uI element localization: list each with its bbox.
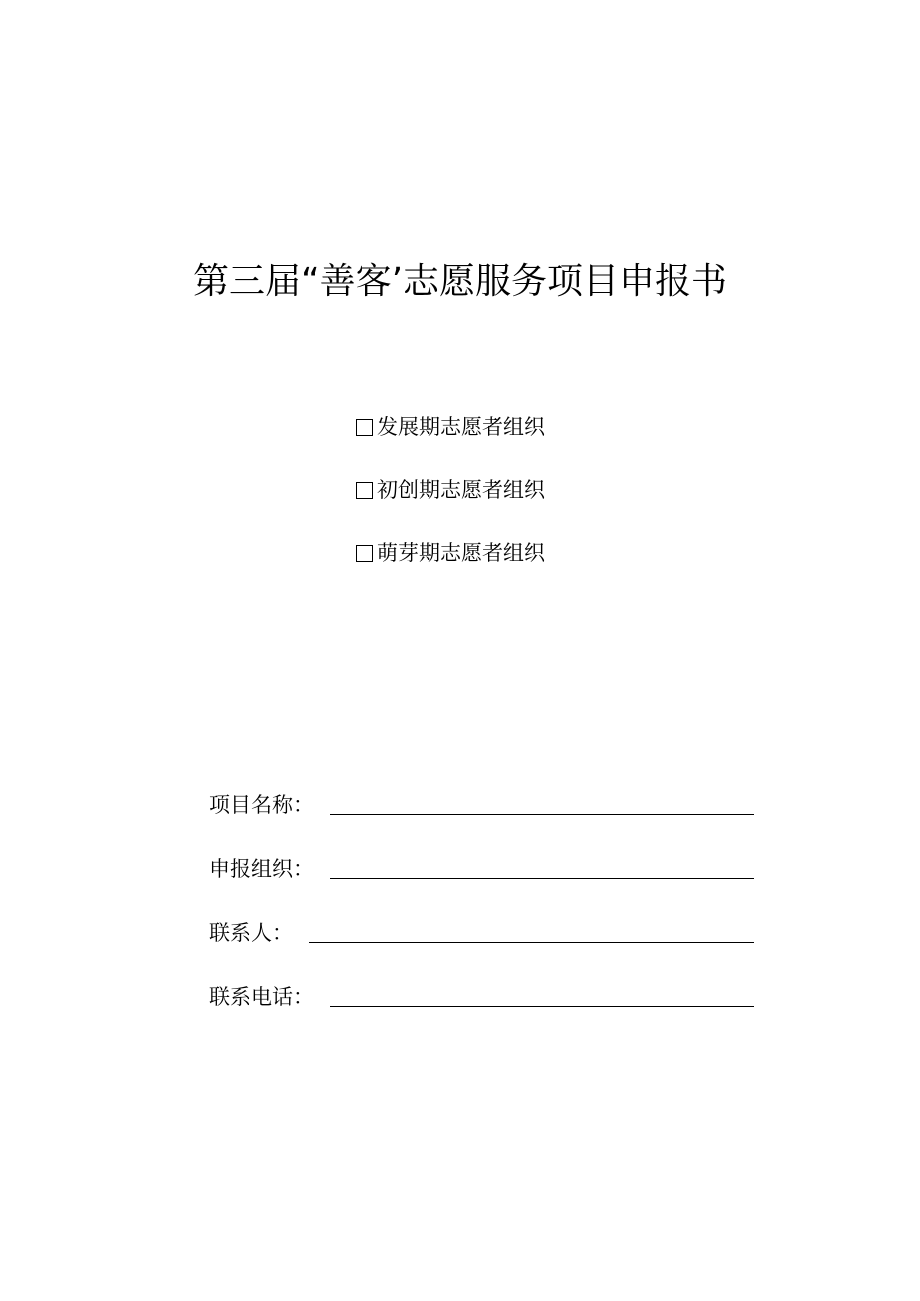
field-contact-phone xyxy=(209,978,754,1014)
category-option-sprout[interactable] xyxy=(356,536,616,570)
category-label-startup: 初创期志愿者组织 xyxy=(377,478,545,502)
field-project-name xyxy=(209,786,754,822)
field-contact-person xyxy=(209,914,754,950)
category-label-development: 发展期志愿者组织 xyxy=(377,415,545,439)
checkbox-development[interactable] xyxy=(356,419,373,436)
category-option-startup[interactable] xyxy=(356,473,616,507)
category-label-sprout: 萌芽期志愿者组织 xyxy=(377,541,545,565)
applicant-org-label: 申报组织： xyxy=(209,857,314,881)
category-option-development[interactable] xyxy=(356,410,616,444)
applicant-org-input[interactable] xyxy=(330,852,754,879)
document-title: 第三届“善客’志愿服务项目申报书 xyxy=(192,261,728,302)
field-applicant-org xyxy=(209,850,754,886)
contact-phone-label: 联系电话： xyxy=(209,985,314,1009)
checkbox-sprout[interactable] xyxy=(356,545,373,562)
category-options xyxy=(356,410,616,599)
checkbox-startup[interactable] xyxy=(356,482,373,499)
project-name-label: 项目名称： xyxy=(209,793,314,817)
project-name-input[interactable] xyxy=(330,788,754,815)
contact-phone-input[interactable] xyxy=(330,980,754,1007)
contact-person-label: 联系人： xyxy=(209,921,293,945)
contact-person-input[interactable] xyxy=(309,916,754,943)
application-form xyxy=(209,786,754,1042)
